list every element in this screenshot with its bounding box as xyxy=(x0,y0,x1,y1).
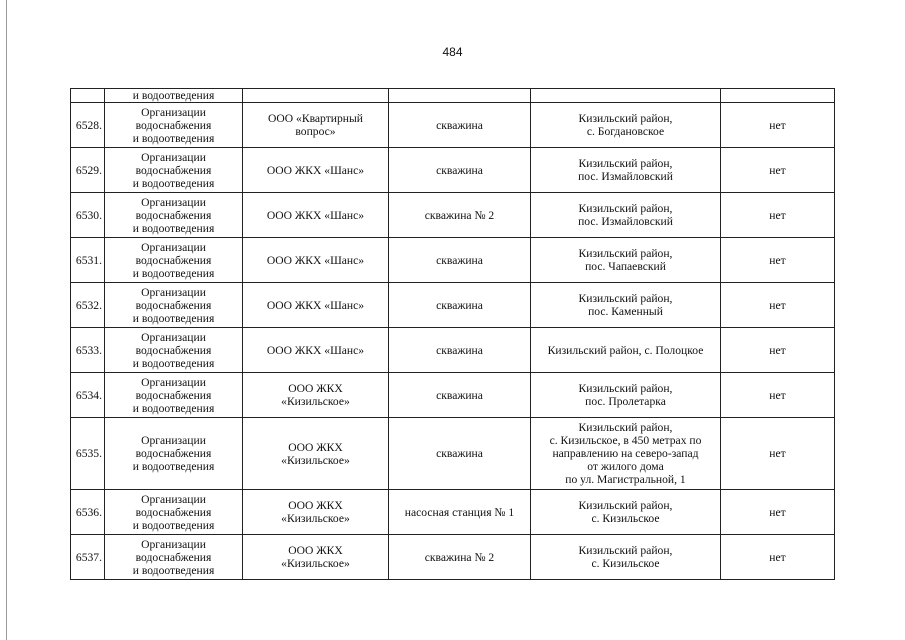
address-cell xyxy=(531,490,721,535)
table-row xyxy=(71,373,835,418)
status-cell-line: нет xyxy=(769,505,786,519)
address-cell xyxy=(531,89,721,103)
category-cell-line: водоснабжения xyxy=(135,505,212,519)
object-cell-line: насосная станция № 1 xyxy=(404,505,515,519)
object-cell xyxy=(389,535,531,580)
status-cell xyxy=(721,373,835,418)
row-number xyxy=(71,103,105,148)
object-cell-line: скважина xyxy=(436,118,483,132)
status-cell xyxy=(721,283,835,328)
status-cell xyxy=(721,490,835,535)
object-cell xyxy=(389,103,531,148)
address-cell-line: Кизильский район, xyxy=(578,421,673,434)
organization-cell-line: ООО ЖКХ «Шанс» xyxy=(266,253,365,267)
address-cell-line: пос. Измайловский xyxy=(578,170,673,183)
category-cell-line: и водоотведения xyxy=(132,266,215,280)
object-cell-line: скважина xyxy=(436,253,483,267)
row-number xyxy=(71,490,105,535)
address-cell-line: Кизильский район, xyxy=(578,112,673,125)
status-cell-line: нет xyxy=(769,298,786,312)
address-cell-line: Кизильский район, xyxy=(578,292,673,305)
organization-cell-line: ООО ЖКХ «Шанс» xyxy=(266,298,365,312)
object-cell-line: скважина xyxy=(436,163,483,177)
category-cell xyxy=(105,328,243,373)
organization-cell xyxy=(243,103,389,148)
row-number xyxy=(71,328,105,373)
object-cell-line: скважина xyxy=(436,298,483,312)
category-cell-line: Организации xyxy=(141,537,206,551)
category-cell-line: и водоотведения xyxy=(132,221,215,235)
status-cell xyxy=(721,418,835,490)
address-cell xyxy=(531,193,721,238)
object-cell xyxy=(389,238,531,283)
organization-cell xyxy=(243,89,389,103)
address-cell xyxy=(531,373,721,418)
address-cell-line: Кизильский район, с. Полоцкое xyxy=(547,343,704,357)
status-cell xyxy=(721,238,835,283)
organization-cell xyxy=(243,490,389,535)
object-cell-line: скважина № 2 xyxy=(424,208,495,222)
address-cell xyxy=(531,148,721,193)
category-cell-line: водоснабжения xyxy=(135,118,212,132)
organization-cell-line: ООО ЖКХ xyxy=(288,382,343,395)
category-cell-line: и водоотведения xyxy=(132,311,215,325)
row-number xyxy=(71,373,105,418)
category-cell-line: водоснабжения xyxy=(135,550,212,564)
status-cell-line: нет xyxy=(769,447,786,460)
row-number-line: 6534. xyxy=(75,388,102,402)
address-cell-line: направлению на северо-запад xyxy=(552,447,699,460)
category-cell-line: Организации xyxy=(141,150,206,164)
address-cell-line: с. Кизильское xyxy=(591,557,660,570)
category-cell-line: и водоотведения xyxy=(132,89,215,102)
address-cell-line: Кизильский район, xyxy=(578,382,673,395)
category-cell-line: водоснабжения xyxy=(135,447,212,460)
status-cell xyxy=(721,103,835,148)
category-cell xyxy=(105,103,243,148)
address-cell-line: Кизильский район, xyxy=(578,247,673,260)
organization-cell-line: вопрос» xyxy=(295,125,336,138)
table-row xyxy=(71,148,835,193)
address-cell-line: Кизильский район, xyxy=(578,202,673,215)
category-cell-line: и водоотведения xyxy=(132,131,215,145)
table-row xyxy=(71,418,835,490)
row-number-line: 6529. xyxy=(75,163,102,177)
address-cell-line: пос. Чапаевский xyxy=(585,260,666,273)
organization-cell-line: «Кизильское» xyxy=(281,557,350,570)
address-cell-line: с. Кизильское, в 450 метрах по xyxy=(549,434,702,447)
category-cell-line: Организации xyxy=(141,195,206,209)
organization-cell xyxy=(243,535,389,580)
category-cell-line: и водоотведения xyxy=(132,563,215,577)
row-number xyxy=(71,535,105,580)
category-cell xyxy=(105,535,243,580)
category-cell-line: и водоотведения xyxy=(132,401,215,415)
organization-cell-line: ООО ЖКХ «Шанс» xyxy=(266,208,365,222)
organization-cell-line: ООО ЖКХ «Шанс» xyxy=(266,343,365,357)
category-cell-line: и водоотведения xyxy=(132,518,215,532)
object-cell xyxy=(389,328,531,373)
row-number-line: 6528. xyxy=(75,118,102,132)
row-number-line: 6531. xyxy=(75,253,102,267)
category-cell-line: Организации xyxy=(141,285,206,299)
organization-cell xyxy=(243,328,389,373)
address-cell-line: с. Кизильское xyxy=(591,512,660,525)
address-cell xyxy=(531,535,721,580)
category-cell-line: и водоотведения xyxy=(132,176,215,190)
registry-table xyxy=(70,88,835,580)
category-cell-line: Организации xyxy=(141,492,206,506)
status-cell-line: нет xyxy=(769,343,786,357)
object-cell xyxy=(389,283,531,328)
object-cell xyxy=(389,490,531,535)
address-cell xyxy=(531,283,721,328)
table-row xyxy=(71,238,835,283)
row-number-line: 6535. xyxy=(75,447,102,460)
organization-cell-line: «Кизильское» xyxy=(281,453,350,467)
category-cell xyxy=(105,89,243,103)
status-cell xyxy=(721,193,835,238)
status-cell-line: нет xyxy=(769,388,786,402)
row-number xyxy=(71,418,105,490)
registry-table-body xyxy=(71,89,835,580)
address-cell xyxy=(531,418,721,490)
table-row xyxy=(71,535,835,580)
organization-cell-line: ООО ЖКХ xyxy=(288,499,343,512)
organization-cell-line: «Кизильское» xyxy=(281,395,350,408)
status-cell xyxy=(721,148,835,193)
organization-cell xyxy=(243,238,389,283)
status-cell xyxy=(721,328,835,373)
organization-cell xyxy=(243,373,389,418)
category-cell xyxy=(105,283,243,328)
category-cell xyxy=(105,490,243,535)
status-cell xyxy=(721,535,835,580)
address-cell-line: пос. Измайловский xyxy=(578,215,673,228)
status-cell-line: нет xyxy=(769,163,786,177)
category-cell-line: Организации xyxy=(141,240,206,254)
row-number-line: 6530. xyxy=(75,208,102,222)
object-cell xyxy=(389,89,531,103)
address-cell-line: по ул. Магистральной, 1 xyxy=(565,473,686,486)
category-cell-line: водоснабжения xyxy=(135,343,212,357)
page-number: 484 xyxy=(442,45,463,59)
status-cell-line: нет xyxy=(769,118,786,132)
object-cell xyxy=(389,418,531,490)
organization-cell xyxy=(243,418,389,490)
row-number xyxy=(71,193,105,238)
status-cell-line: нет xyxy=(769,208,786,222)
category-cell-line: водоснабжения xyxy=(135,208,212,222)
address-cell-line: с. Богдановское xyxy=(586,125,665,138)
table-row xyxy=(71,89,835,103)
category-cell xyxy=(105,193,243,238)
table-row xyxy=(71,193,835,238)
organization-cell-line: ООО «Квартирный xyxy=(268,112,363,125)
row-number-line: 6536. xyxy=(75,505,102,519)
organization-cell-line: ООО ЖКХ xyxy=(288,544,343,557)
scan-edge-line xyxy=(6,0,7,640)
address-cell-line: Кизильский район, xyxy=(578,499,673,512)
object-cell-line: скважина xyxy=(436,447,483,460)
table-row xyxy=(71,490,835,535)
object-cell xyxy=(389,373,531,418)
address-cell xyxy=(531,238,721,283)
address-cell xyxy=(531,103,721,148)
row-number xyxy=(71,148,105,193)
row-number xyxy=(71,283,105,328)
row-number-line: 6533. xyxy=(75,343,102,357)
object-cell-line: скважина xyxy=(436,388,483,402)
row-number-line: 6532. xyxy=(75,298,102,312)
address-cell-line: Кизильский район, xyxy=(578,157,673,170)
category-cell-line: Организации xyxy=(141,105,206,119)
row-number xyxy=(71,238,105,283)
address-cell-line: Кизильский район, xyxy=(578,544,673,557)
address-cell xyxy=(531,328,721,373)
category-cell-line: и водоотведения xyxy=(132,460,215,473)
category-cell-line: водоснабжения xyxy=(135,298,212,312)
organization-cell-line: ООО ЖКХ «Шанс» xyxy=(266,163,365,177)
organization-cell xyxy=(243,283,389,328)
status-cell-line: нет xyxy=(769,253,786,267)
row-number xyxy=(71,89,105,103)
table-row xyxy=(71,103,835,148)
table-row xyxy=(71,328,835,373)
category-cell xyxy=(105,238,243,283)
object-cell xyxy=(389,193,531,238)
category-cell-line: Организации xyxy=(141,434,206,447)
object-cell xyxy=(389,148,531,193)
category-cell xyxy=(105,373,243,418)
category-cell-line: и водоотведения xyxy=(132,356,215,370)
object-cell-line: скважина xyxy=(436,343,483,357)
row-number-line: 6537. xyxy=(75,550,102,564)
organization-cell xyxy=(243,193,389,238)
category-cell-line: Организации xyxy=(141,375,206,389)
status-cell-line: нет xyxy=(769,550,786,564)
category-cell-line: водоснабжения xyxy=(135,163,212,177)
category-cell-line: Организации xyxy=(141,330,206,344)
organization-cell xyxy=(243,148,389,193)
category-cell xyxy=(105,418,243,490)
category-cell-line: водоснабжения xyxy=(135,388,212,402)
table-row xyxy=(71,283,835,328)
address-cell-line: пос. Пролетарка xyxy=(585,395,666,408)
address-cell-line: пос. Каменный xyxy=(588,305,663,318)
organization-cell-line: «Кизильское» xyxy=(281,512,350,525)
category-cell xyxy=(105,148,243,193)
category-cell-line: водоснабжения xyxy=(135,253,212,267)
object-cell-line: скважина № 2 xyxy=(424,550,495,564)
status-cell xyxy=(721,89,835,103)
address-cell-line: от жилого дома xyxy=(587,460,664,473)
organization-cell-line: ООО ЖКХ xyxy=(288,440,343,454)
